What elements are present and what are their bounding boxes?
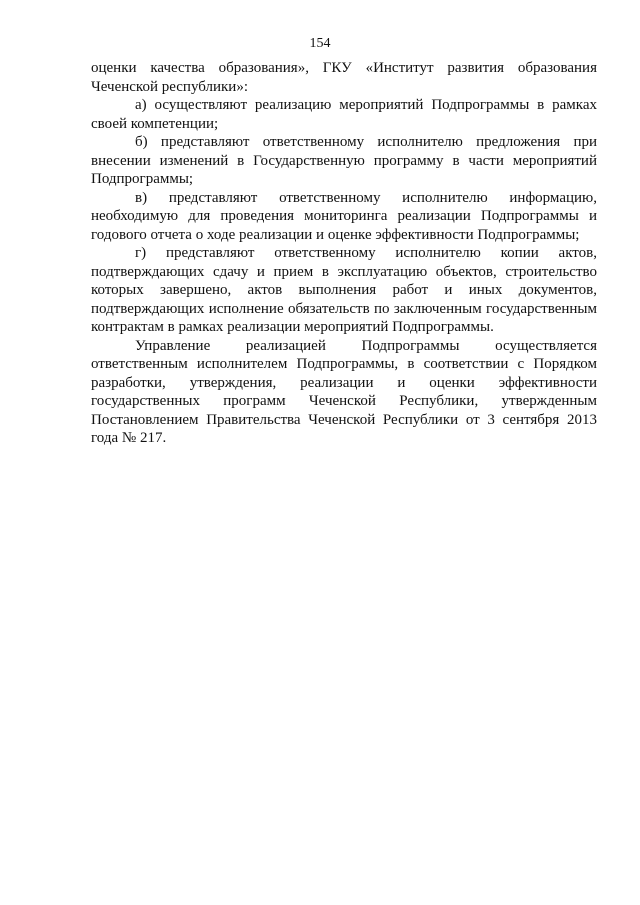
document-body bbox=[91, 59, 597, 448]
paragraph-management: Управление реализацией Подпрограммы осуществляется ответственным исполнителем Подпрограммы, в соответствии с Порядком разработки, утверждения, реализации и оценки эффективности государственных программ Чеченской Республики, утвержденным Постановлением Правительства Чеченской Республики от 3 сентября 2013 года № 217. bbox=[91, 337, 597, 446]
page-number: 154 bbox=[309, 36, 331, 51]
paragraph-item-v: в) представляют ответственному исполнителю информацию, необходимую для проведения мониторинга реализации Подпрограммы и годового отчета о ходе реализации и оценке эффективности Подпрограммы; bbox=[91, 189, 597, 243]
paragraph-item-a: а) осуществляют реализацию мероприятий Подпрограммы в рамках своей компетенции; bbox=[91, 97, 597, 132]
paragraph-item-b: б) представляют ответственному исполнителю предложения при внесении изменений в Государственную программу в части мероприятий Подпрограммы; bbox=[91, 134, 597, 187]
paragraph-item-g: г) представляют ответственному исполнителю копии актов, подтверждающих сдачу и прием в эксплуатацию объектов, строительство которых завершено, актов выполнения работ и иных документов, подтверждающих исполнение обязательств по заключенным государственным контрактам в рамках реализации мероприятий Подпрограммы. bbox=[91, 245, 597, 335]
paragraph-continuation: оценки качества образования», ГКУ «Институт развития образования Чеченской республики»: bbox=[91, 60, 597, 95]
